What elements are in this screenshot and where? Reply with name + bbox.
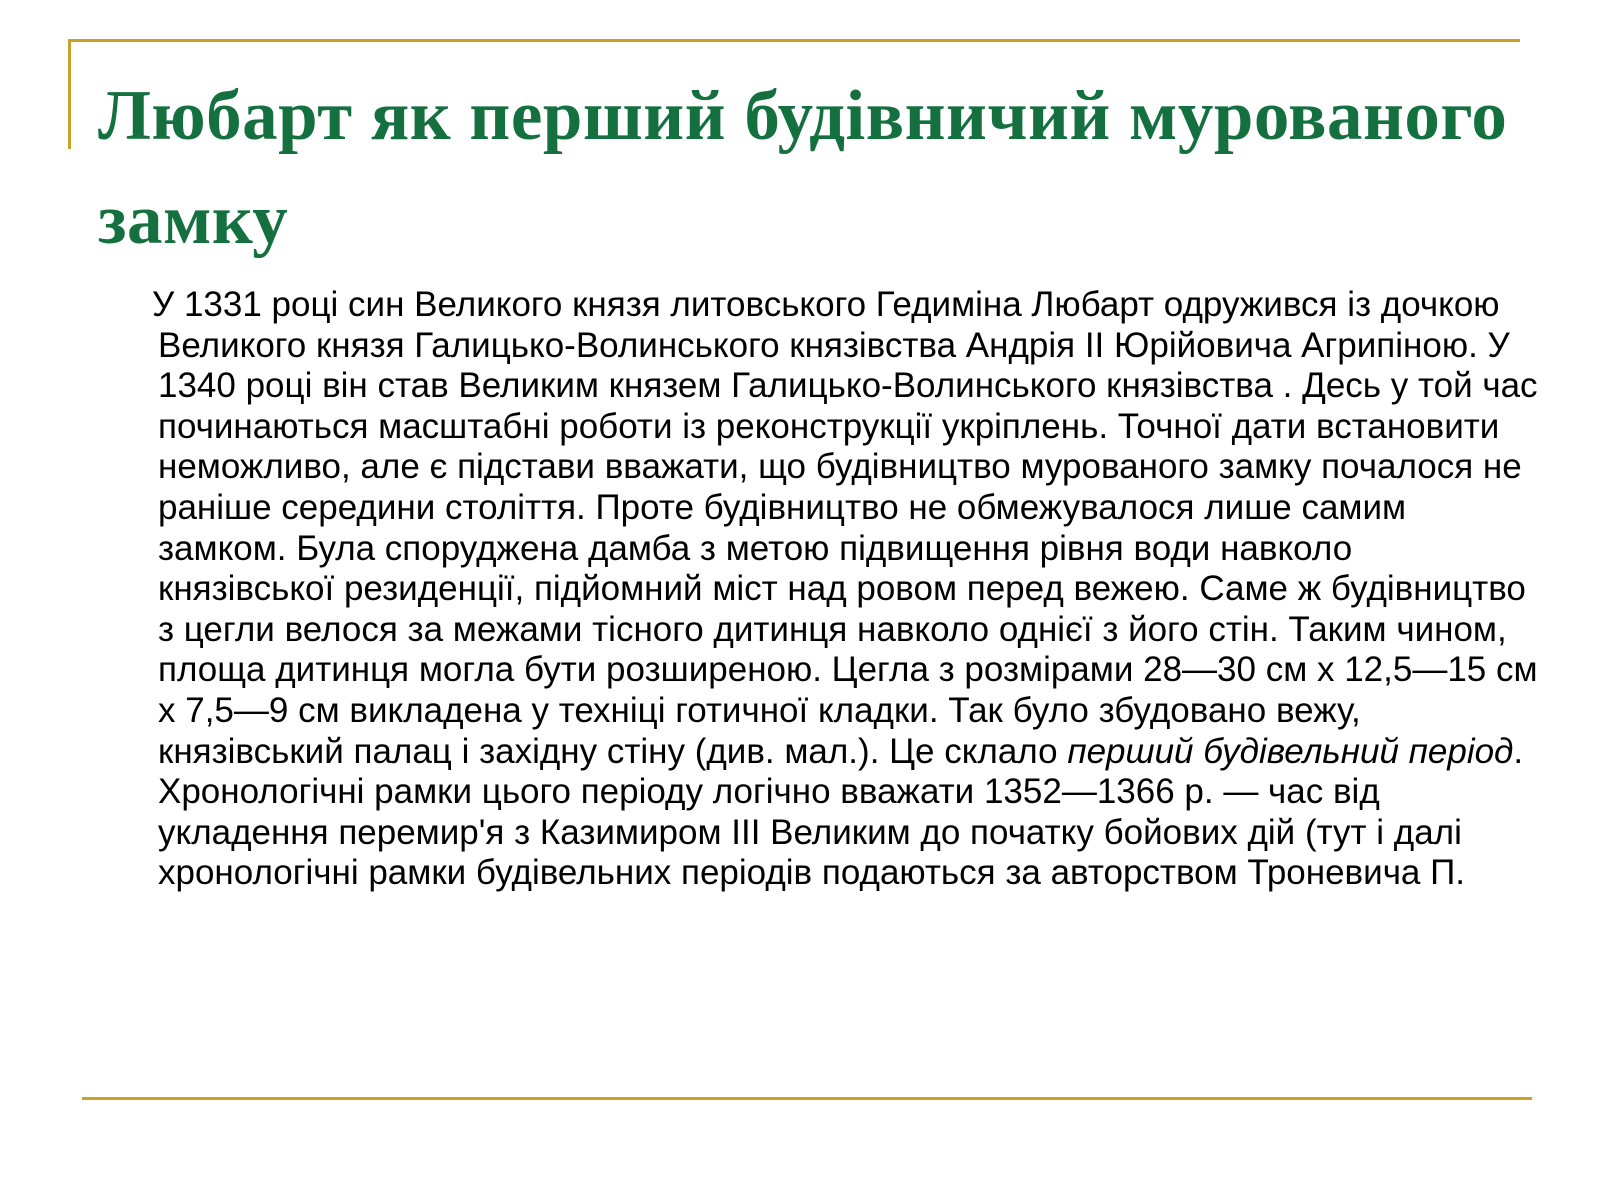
- top-border-line: [68, 39, 1520, 42]
- slide-title: Любарт як перший будівничий мурованого замку: [98, 77, 1508, 259]
- slide-body-text: [152, 285, 1538, 894]
- body-text-part-2: . Хронологічні рамки цього періоду логічно вважати 1352—1366 р. — час від укладення перемир'я з Казимиром III Великим до початку бойових дій (тут і далі хронологічні рамки будівельних періодів подаються за авторством Троневича П.: [158, 731, 1524, 893]
- left-border-line: [68, 39, 71, 149]
- body-text-part-1: У 1331 році син Великого князя литовського Гедиміна Любарт одружився із дочкою Великого князя Галицько-Волинського князівства Андрія II Юрійовича Агрипіною. У 1340 році він став Великим князем Галицько-Волинського князівства . Десь у той час починаються масштабні роботи із реконструкції укріплень. Точної дати встановити неможливо, але є підстави вважати, що будівництво мурованого замку почалося не раніше середини століття. Проте будівництво не обмежувалося лише самим замком. Була споруджена дамба з метою підвищення рівня води навколо князівської резиденції, підйомний міст над ровом перед вежею. Саме ж будівництво з цегли велося за межами тісного дитинця навколо однієї з його стін. Таким чином, площа дитинця могла бути розширеною. Цегла з розмірами 28—30 см x 12,5—15 см x 7,5—9 см викладена у техніці готичної кладки. Так було збудовано вежу, князівський палац і західну стіну (див. мал.). Це склало: [152, 285, 1538, 771]
- body-text-italic: перший будівельний період: [1067, 731, 1514, 771]
- bottom-border-line: [82, 1097, 1532, 1100]
